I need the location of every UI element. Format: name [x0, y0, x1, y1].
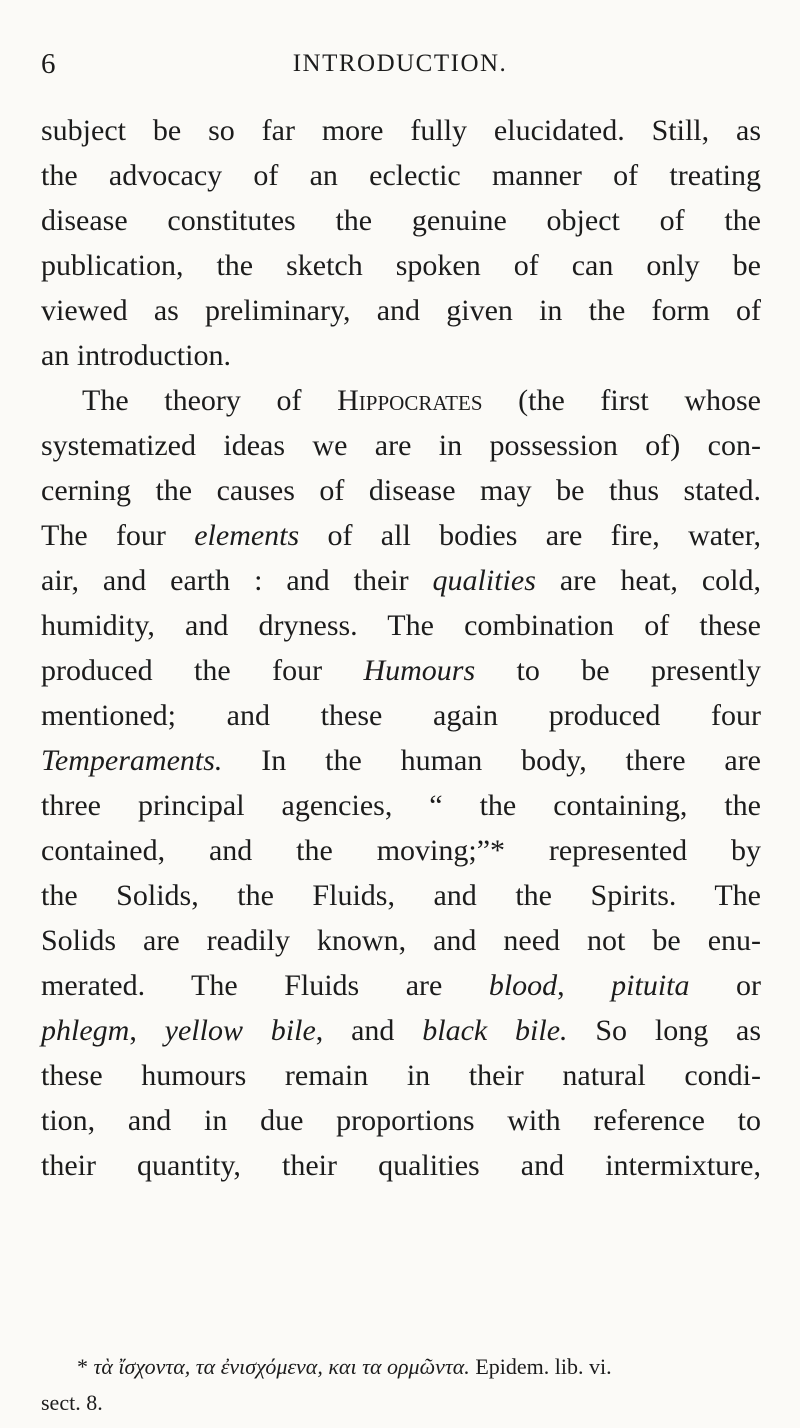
footnote-greek: τὰ ἴσχοντα, τα ἐνισχόμενα, και τα ορμῶντα. [93, 1354, 470, 1379]
italic-term: phlegm [41, 1014, 130, 1047]
text-line: subject be so far more fully elucidated. Still, as [41, 114, 761, 147]
text-line: Solids are readily known, and need not be enu- [41, 924, 761, 957]
text-run: merated. The Fluids are [41, 969, 489, 1002]
text-line [41, 963, 761, 1008]
text-run: or [689, 969, 761, 1002]
italic-term: elements [194, 519, 300, 552]
text-line [41, 513, 761, 558]
italic-term: black bile. [422, 1014, 568, 1047]
text-run: produced the four [41, 654, 364, 687]
text-line: contained, and the moving;”* represented by [41, 834, 761, 867]
text-run: of all bodies are fire, water, [299, 519, 761, 552]
text-run: , [557, 969, 612, 1002]
page-number: 6 [41, 48, 56, 80]
text-run: , and [315, 1014, 423, 1047]
text-line [41, 558, 761, 603]
italic-term: Humours [363, 654, 476, 687]
text-line: mentioned; and these again produced four [41, 699, 761, 732]
running-head: INTRODUCTION. [292, 50, 508, 77]
page-header [0, 44, 800, 84]
body-text [41, 108, 761, 1188]
italic-term: pituita [611, 969, 690, 1002]
text-run: (the first whose [482, 384, 761, 417]
footnote-citation: Epidem. lib. vi. [469, 1354, 612, 1379]
italic-term: yellow bile [164, 1014, 316, 1047]
footnote [41, 1349, 761, 1421]
text-run: The theory of [82, 384, 338, 417]
text-run: In the human body, there are [222, 744, 761, 777]
text-run: air, and earth : and their [41, 564, 433, 597]
text-line: an introduction. [41, 339, 231, 372]
text-line: the Solids, the Fluids, and the Spirits. The [41, 879, 761, 912]
text-line: cerning the causes of disease may be thus stated. [41, 474, 761, 507]
italic-term: Temperaments. [41, 744, 223, 777]
text-line: their quantity, their qualities and intermixture, [41, 1149, 761, 1182]
text-line: humidity, and dryness. The combination of these [41, 609, 761, 642]
text-line: three principal agencies, “ the containing, the [41, 789, 761, 822]
text-line [41, 1008, 761, 1053]
text-line: these humours remain in their natural condi- [41, 1059, 761, 1092]
footnote-line [41, 1349, 761, 1385]
text-run: The four [41, 519, 195, 552]
text-line: systematized ideas we are in possession of) con- [41, 429, 761, 462]
text-line [41, 738, 761, 783]
text-run: , [129, 1014, 165, 1047]
italic-term: qualities [432, 564, 536, 597]
text-line: the advocacy of an eclectic manner of treating [41, 159, 761, 192]
text-line [41, 648, 761, 693]
text-line: disease constitutes the genuine object of the [41, 204, 761, 237]
text-line: tion, and in due proportions with reference to [41, 1104, 761, 1137]
footnote-marker: * [77, 1354, 94, 1379]
italic-term: blood [488, 969, 558, 1002]
footnote-line: sect. 8. [41, 1390, 103, 1415]
text-run: are heat, cold, [535, 564, 761, 597]
text-run: So long as [567, 1014, 762, 1047]
text-line: publication, the sketch spoken of can only be [41, 249, 761, 282]
text-line: viewed as preliminary, and given in the form of [41, 294, 761, 327]
text-run: to be presently [475, 654, 761, 687]
name-hippocrates: Hippocrates [337, 384, 483, 417]
text-line [41, 378, 761, 423]
